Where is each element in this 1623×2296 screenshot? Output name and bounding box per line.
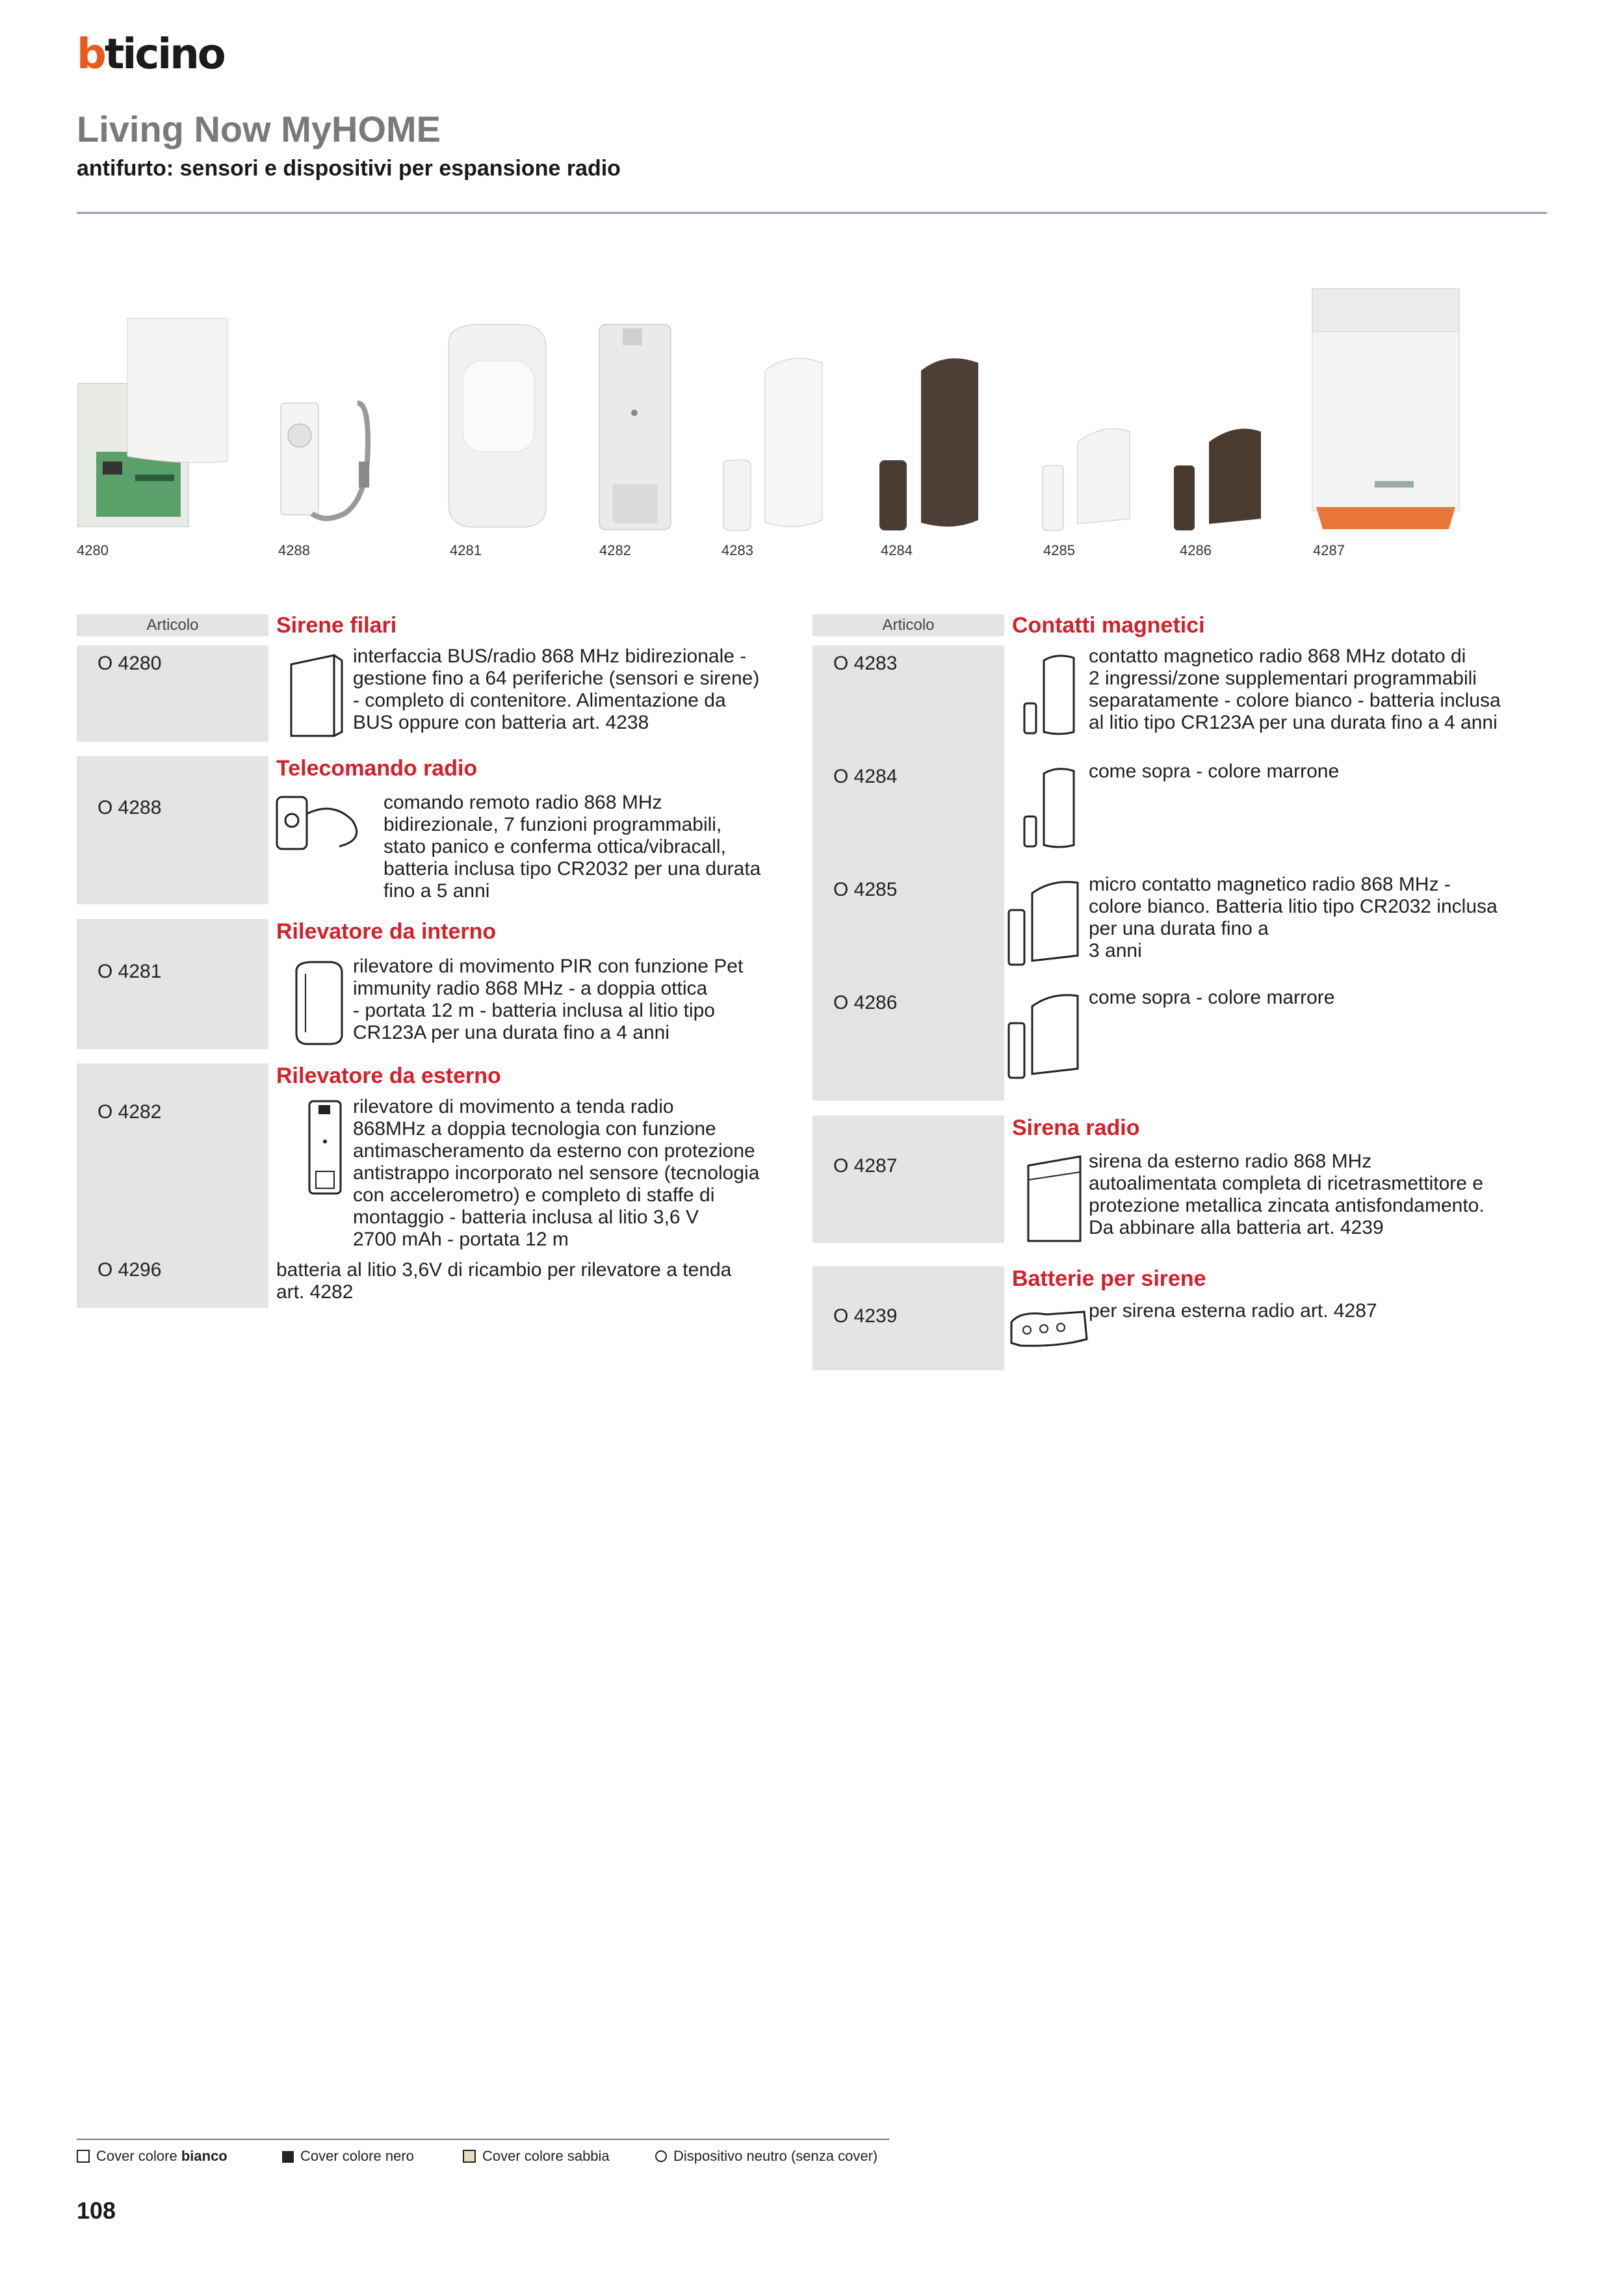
section-title-batterie-sirene: Batterie per sirene (1012, 1266, 1206, 1291)
product-icon-4286 (1006, 991, 1084, 1082)
article-code-4283: O 4283 (833, 653, 898, 674)
article-code-4296: O 4296 (97, 1259, 162, 1281)
product-image-4288 (273, 390, 396, 530)
product-image-4285 (1039, 423, 1136, 533)
legend-neutro: Dispositivo neutro (senza cover) (655, 2148, 877, 2165)
page-subtitle: antifurto: sensori e dispositivi per espansione radio (77, 156, 621, 181)
article-code-4288: O 4288 (97, 797, 162, 818)
section-title-contatti-magnetici: Contatti magnetici (1012, 613, 1205, 638)
product-image-4287 (1310, 286, 1466, 533)
article-code-4287: O 4287 (833, 1155, 898, 1177)
product-icon-4287 (1026, 1154, 1084, 1245)
product-image-4284 (874, 351, 985, 533)
article-code-4284: O 4284 (833, 766, 898, 787)
product-icon-4280 (287, 654, 346, 738)
product-code-label: 4280 (77, 542, 109, 558)
code-cell (77, 756, 268, 904)
product-icon-4288 (274, 794, 372, 853)
description-4286: come sopra - colore marrore (1089, 987, 1335, 1008)
product-image-4283 (718, 351, 829, 533)
description-4281: rilevatore di movimento PIR con funzione Pet immunity radio 868 MHz - a doppia ottica - portata 12 m - batteria inclusa al litio tipo CR123A per una durata fino a 4 anni (353, 956, 744, 1043)
product-code-label: 4284 (881, 542, 913, 558)
section-title-sirena-radio: Sirena radio (1012, 1115, 1140, 1140)
product-code-label: 4283 (721, 542, 753, 558)
legend-sabbia: Cover colore sabbia (463, 2148, 610, 2165)
product-image-4282 (597, 322, 675, 533)
code-cell (812, 646, 1004, 1101)
product-icon-4285 (1006, 878, 1084, 969)
legend-square-outline-icon (77, 2150, 90, 2163)
page-number: 108 (77, 2197, 116, 2224)
page-title: Living Now MyHOME (77, 109, 441, 150)
product-code-label: 4286 (1180, 542, 1212, 558)
section-title-telecomando: Telecomando radio (276, 756, 478, 781)
description-4283: contatto magnetico radio 868 MHz dotato di 2 ingressi/zone supplementari programmabili separatamente - colore bianco - batteria inclusa al litio tipo CR123A per una durata fino a 4 anni (1089, 646, 1501, 733)
description-4282: rilevatore di movimento a tenda radio 868MHz a doppia tecnologia con funzione antimascheramento da esterno con protezione antistrappo incorporato nel sensore (tecnologia con accelerometro) e completo di staffe di montaggio - batteria inclusa al litio 3,6 V 2700 mAh - portata 12 m (353, 1096, 760, 1250)
legend-circle-icon (655, 2150, 667, 2162)
description-4285: micro contatto magnetico radio 868 MHz - colore bianco. Batteria litio tipo CR2032 inclusa per una durata fino a 3 anni (1089, 874, 1498, 961)
product-image-4286 (1170, 423, 1267, 533)
section-title-rilevatore-interno: Rilevatore da interno (276, 919, 497, 944)
description-4288: comando remoto radio 868 MHz bidirezionale, 7 funzioni programmabili, stato panico e conferma ottica/vibracall, batteria inclusa tipo CR2032 per una durata fino a 5 anni (383, 792, 761, 902)
product-image-4280 (77, 312, 233, 530)
description-4280: interfaccia BUS/radio 868 MHz bidirezionale - gestione fino a 64 periferiche (sensori e sirene) - completo di contenitore. Alimentazione da BUS oppure con batteria art. 4238 (353, 646, 760, 733)
legend-bianco: Cover colore bianco (77, 2148, 227, 2165)
code-cell (812, 1115, 1004, 1243)
section-title-rilevatore-esterno: Rilevatore da esterno (276, 1063, 501, 1088)
article-code-4286: O 4286 (833, 992, 898, 1013)
legend-square-filled-icon (282, 2151, 294, 2163)
description-4296: batteria al litio 3,6V di ricambio per rilevatore a tenda art. 4282 (276, 1259, 732, 1303)
legend-square-sand-icon (463, 2150, 476, 2163)
product-code-label: 4287 (1313, 542, 1345, 558)
section-title-sirene-filari: Sirene filari (276, 613, 397, 638)
product-icon-4282 (305, 1099, 344, 1196)
legend-divider (77, 2139, 889, 2140)
code-cell (77, 919, 268, 1049)
product-code-label: 4288 (278, 542, 310, 558)
description-4284: come sopra - colore marrone (1089, 761, 1340, 782)
article-code-4280: O 4280 (97, 653, 162, 674)
product-code-label: 4281 (450, 542, 482, 558)
article-code-4282: O 4282 (97, 1101, 162, 1123)
product-icon-4239 (1007, 1307, 1092, 1352)
article-code-4239: O 4239 (833, 1305, 898, 1327)
description-4239: per sirena esterna radio art. 4287 (1089, 1300, 1377, 1322)
articolo-header: Articolo (77, 614, 268, 636)
header-divider (77, 212, 1547, 214)
description-4287: sirena da esterno radio 868 MHz autoalimentata completa di ricetrasmettitore e protezione metallica zincata antisfondamento. Da abbinare alla batteria art. 4239 (1089, 1151, 1485, 1238)
article-code-4285: O 4285 (833, 879, 898, 900)
product-code-label: 4282 (599, 542, 631, 558)
articolo-header: Articolo (812, 614, 1004, 636)
product-icon-4283 (1020, 651, 1079, 736)
bticino-logo: bticino (77, 31, 224, 79)
product-icon-4281 (292, 961, 344, 1045)
legend-nero: Cover colore nero (282, 2148, 414, 2165)
product-image-4281 (437, 322, 554, 530)
product-code-label: 4285 (1043, 542, 1075, 558)
product-icon-4284 (1020, 764, 1079, 849)
article-code-4281: O 4281 (97, 961, 162, 982)
